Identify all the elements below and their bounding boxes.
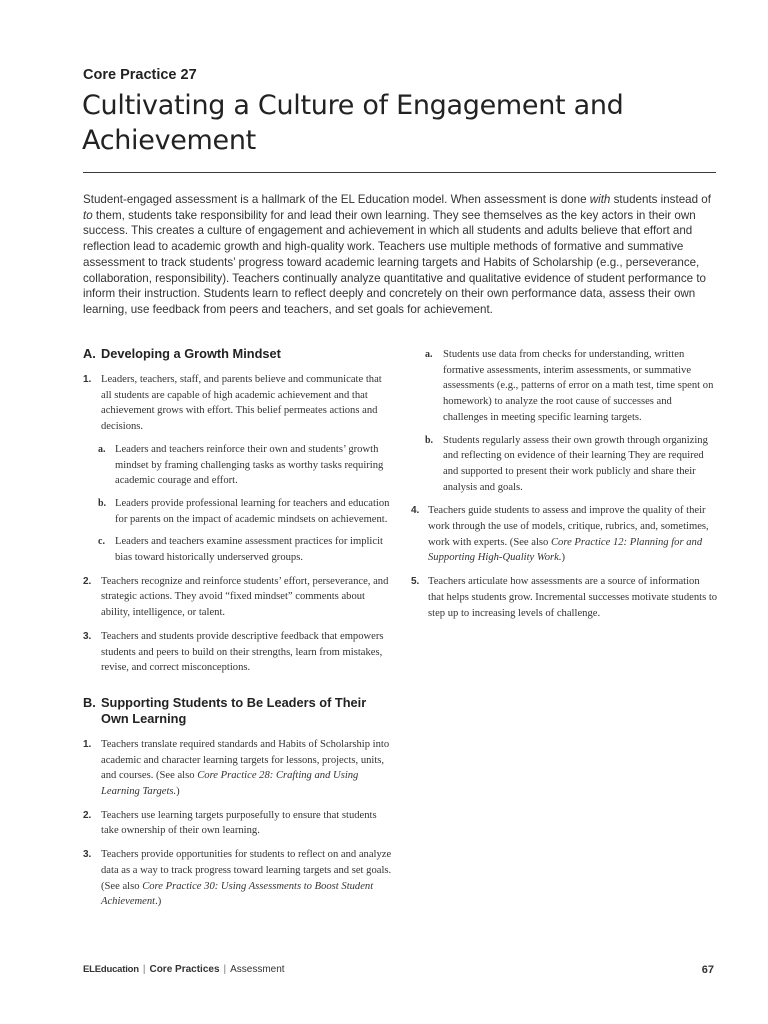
- item-text: Teachers provide opportunities for students to reflect on and analyze data as a way to track progress toward learning targets and set goals. (See also: [101, 849, 392, 892]
- item-letter: c.: [98, 536, 105, 548]
- item-number: 1.: [83, 738, 92, 750]
- item-text: Teachers use learning targets purposefully to ensure that students take ownership of their own learning.: [101, 809, 377, 837]
- el-education-logo: ELEducation: [83, 964, 139, 975]
- item-number: 3.: [83, 630, 92, 642]
- item-text: Leaders provide professional learning for teachers and education for parents on the impact of academic mindsets on achievement.: [115, 497, 390, 525]
- item-letter: a.: [425, 349, 433, 360]
- item-text: Teachers articulate how assessments are a source of information that helps students grow. Incremental successes motivate students to step up to increasing levels of challenge.: [428, 576, 718, 619]
- list-item-a1: [83, 372, 393, 435]
- item-text: Teachers recognize and reinforce students’ effort, perseverance, and strategic actions. They avoid “fixed mindset” comments about ability, intelligence, or talent.: [101, 575, 389, 619]
- list-item-b5: [411, 574, 718, 621]
- item-text: Leaders and teachers reinforce their own and students’ growth mindset by framing challenging tasks as worthy tasks requiring academic courage and effort.: [115, 443, 384, 487]
- footer-section: Assessment: [230, 964, 285, 975]
- item-number: 1.: [83, 374, 92, 385]
- right-column: [411, 347, 718, 621]
- item-text: Students regularly assess their own growth through organizing and reflecting on evidence of their learning They are required and supported to present their work publicly and share their analysis and goals.: [443, 434, 708, 493]
- item-text: Leaders, teachers, staff, and parents believe and communicate that all students are capable of high academic achievement and that achievement grows with effort. This belief permeates actions and decisions.: [101, 374, 382, 433]
- page-footer: [83, 964, 716, 980]
- list-item-b2: [83, 808, 393, 839]
- item-text: Teachers guide students to assess and improve the quality of their work through the use of models, critique, rubrics, and, sometimes, work with experts. (See also: [428, 505, 709, 548]
- item-letter: b.: [425, 434, 434, 446]
- item-reference: Core Practice 30: Using Assessments to Boost Student Achievement: [101, 880, 374, 908]
- section-b-letter: B.: [83, 694, 96, 710]
- item-text-end: .): [155, 896, 162, 908]
- item-text-end: ): [561, 552, 566, 564]
- list-item-a3: [83, 629, 393, 676]
- intro-emphasis-with: with: [589, 193, 611, 206]
- item-number: 2.: [83, 575, 92, 587]
- item-letter: b.: [98, 497, 107, 509]
- item-text: Teachers and students provide descriptive feedback that empowers students and peers to build on their strengths, learn from mistakes, revise, and correct misconceptions.: [101, 630, 384, 674]
- item-number: 4.: [411, 505, 420, 517]
- list-item-a2: [83, 574, 393, 621]
- item-number: 3.: [83, 849, 92, 861]
- section-a-letter: A.: [83, 346, 96, 361]
- list-item-b3b: [411, 433, 718, 496]
- footer-separator-2: |: [223, 964, 227, 975]
- list-item-b3: [83, 847, 393, 910]
- core-practice-kicker: Core Practice 27: [83, 67, 197, 83]
- item-reference: Core Practice 12: Planning for and Supporting High-Quality Work.: [428, 536, 703, 564]
- section-b-heading: [83, 695, 393, 727]
- intro-paragraph: [83, 192, 719, 318]
- list-item-a1a: [83, 442, 393, 489]
- intro-emphasis-to: to: [83, 208, 93, 222]
- item-reference: Core Practice 28: Crafting and Using Learning Targets.: [101, 770, 359, 798]
- footer-book-title: Core Practices: [149, 964, 220, 975]
- footer-separator: |: [142, 964, 146, 975]
- page-number: 67: [701, 964, 714, 976]
- item-number: 2.: [83, 809, 92, 821]
- intro-text-2: students instead of: [610, 193, 711, 206]
- item-text: Students use data from checks for understanding, written formative assessments, interim assessments, or summative assessments (e.g., patterns of error on a math test, time spent on homework) to analyze the root cause of successes and challenges in meeting specific learning targets.: [443, 349, 714, 423]
- title-divider: [83, 172, 716, 173]
- item-text: Teachers translate required standards and Habits of Scholarship into academic and character learning targets for lessons, projects, units, and courses. (See also: [101, 738, 390, 782]
- list-item-a1b: [83, 496, 393, 527]
- intro-text-1: Student-engaged assessment is a hallmark of the EL Education model. When assessment is done: [83, 193, 590, 206]
- list-item-b1: [83, 737, 393, 800]
- section-b-title: Supporting Students to Be Leaders of Their Own Learning: [101, 694, 367, 726]
- left-column: [83, 346, 393, 910]
- list-item-b4: [411, 503, 718, 566]
- item-text-end: ): [176, 786, 180, 798]
- section-a-heading: [83, 346, 393, 362]
- item-text: Leaders and teachers examine assessment practices for implicit bias toward historically underserved groups.: [115, 536, 383, 564]
- page-title: Cultivating a Culture of Engagement and Achievement: [82, 90, 624, 156]
- section-a-title: Developing a Growth Mindset: [101, 346, 281, 361]
- item-number: 5.: [411, 576, 420, 588]
- item-letter: a.: [98, 443, 106, 455]
- intro-text-3: them, students take responsibility for and lead their own learning. They see themselves as the key actors in their own success. This creates a culture of engagement and achievement in which all students and adults believe that effort and reflection lead to academic growth and high-quality work. Teachers use multiple methods of formative and summative assessment to track students’ progress toward academic learning targets and Habits of Scholarship (e.g., perseverance, collaboration, responsibility). Teachers continually analyze quantitative and qualitative evidence of student performance to inform their instruction. Students learn to reflect deeply and concretely on their own performance data, assess their own learning, use feedback from peers and teachers, and set goals for achievement.: [83, 208, 706, 316]
- list-item-b3a: [411, 347, 718, 426]
- list-item-a1c: [83, 534, 393, 565]
